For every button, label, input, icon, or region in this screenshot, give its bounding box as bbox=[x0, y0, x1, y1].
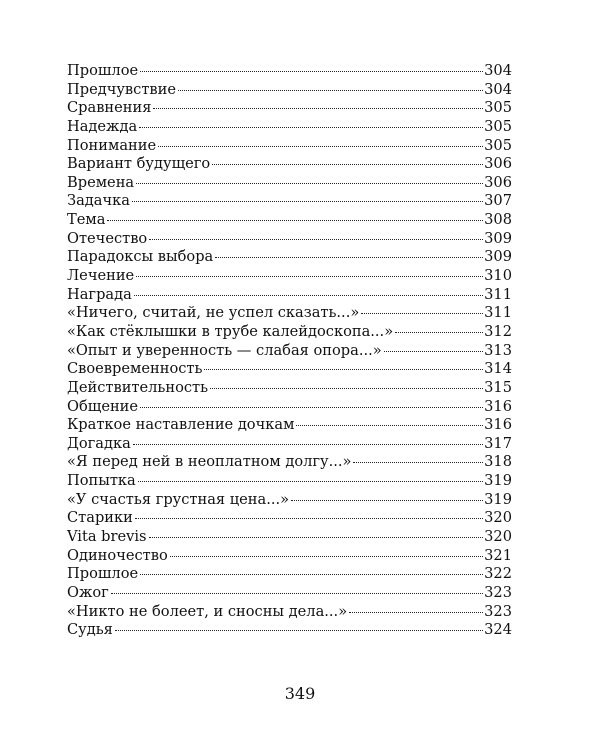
dot-leader bbox=[210, 388, 483, 389]
table-of-contents bbox=[67, 62, 512, 640]
toc-entry bbox=[67, 192, 512, 211]
toc-entry-page: 320 bbox=[484, 509, 512, 527]
toc-entry-page: 318 bbox=[484, 453, 512, 471]
toc-entry-page: 319 bbox=[484, 472, 512, 490]
dot-leader bbox=[170, 556, 483, 557]
toc-entry-page: 304 bbox=[484, 80, 512, 98]
page-number: 349 bbox=[284, 684, 316, 703]
toc-entry-title: Общение bbox=[67, 397, 139, 415]
toc-entry-page: 309 bbox=[484, 229, 512, 247]
dot-leader bbox=[140, 574, 483, 575]
dot-leader bbox=[138, 481, 483, 482]
toc-entry-title: Ожог bbox=[67, 583, 109, 601]
toc-entry-title: «У счастья грустная цена...» bbox=[67, 490, 290, 508]
toc-entry-title: «Опыт и уверенность — слабая опора...» bbox=[67, 341, 382, 359]
dot-leader bbox=[115, 630, 483, 631]
toc-entry-title: Времена bbox=[67, 173, 135, 191]
toc-entry bbox=[67, 286, 512, 305]
toc-entry-page: 321 bbox=[484, 546, 512, 564]
dot-leader bbox=[158, 146, 483, 147]
dot-leader bbox=[215, 257, 483, 258]
toc-entry bbox=[67, 379, 512, 398]
dot-leader bbox=[133, 444, 483, 445]
dot-leader bbox=[111, 593, 483, 594]
toc-entry bbox=[67, 230, 512, 249]
toc-entry-page: 307 bbox=[484, 192, 512, 210]
toc-entry-page: 319 bbox=[484, 490, 512, 508]
toc-entry bbox=[67, 174, 512, 193]
toc-entry bbox=[67, 62, 512, 81]
dot-leader bbox=[349, 612, 483, 613]
toc-entry-page: 320 bbox=[484, 528, 512, 546]
toc-entry-title: Понимание bbox=[67, 136, 157, 154]
dot-leader bbox=[139, 127, 483, 128]
toc-entry-page: 316 bbox=[484, 397, 512, 415]
toc-entry-title: Прошлое bbox=[67, 565, 139, 583]
toc-entry bbox=[67, 248, 512, 267]
toc-entry bbox=[67, 81, 512, 100]
toc-entry-title: Награда bbox=[67, 285, 132, 303]
toc-entry-page: 305 bbox=[484, 117, 512, 135]
toc-entry-title: Своевременность bbox=[67, 360, 203, 378]
toc-entry-title: «Я перед ней в неоплатном долгу...» bbox=[67, 453, 352, 471]
toc-entry bbox=[67, 211, 512, 230]
toc-entry bbox=[67, 323, 512, 342]
toc-entry bbox=[67, 118, 512, 137]
toc-entry-title: Действительность bbox=[67, 378, 209, 396]
toc-entry bbox=[67, 584, 512, 603]
toc-entry bbox=[67, 491, 512, 510]
toc-entry-page: 323 bbox=[484, 602, 512, 620]
dot-leader bbox=[140, 407, 483, 408]
toc-entry bbox=[67, 603, 512, 622]
dot-leader bbox=[153, 108, 483, 109]
dot-leader bbox=[140, 71, 483, 72]
toc-entry-page: 311 bbox=[484, 304, 512, 322]
toc-entry bbox=[67, 99, 512, 118]
toc-entry bbox=[67, 435, 512, 454]
toc-entry bbox=[67, 472, 512, 491]
toc-entry-title: Надежда bbox=[67, 117, 138, 135]
toc-entry bbox=[67, 565, 512, 584]
toc-entry-page: 314 bbox=[484, 360, 512, 378]
toc-entry-page: 305 bbox=[484, 136, 512, 154]
toc-entry-page: 304 bbox=[484, 62, 512, 79]
toc-entry-page: 311 bbox=[484, 285, 512, 303]
toc-entry bbox=[67, 547, 512, 566]
toc-entry-title: Старики bbox=[67, 509, 133, 527]
toc-entry bbox=[67, 304, 512, 323]
toc-entry-title: Одиночество bbox=[67, 546, 168, 564]
toc-entry-page: 305 bbox=[484, 99, 512, 117]
dot-leader bbox=[204, 369, 483, 370]
toc-entry-title: Прошлое bbox=[67, 62, 139, 79]
toc-entry-title: Парадоксы выбора bbox=[67, 248, 214, 266]
toc-entry-title: Догадка bbox=[67, 434, 131, 452]
dot-leader bbox=[296, 425, 483, 426]
dot-leader bbox=[178, 90, 483, 91]
toc-entry bbox=[67, 416, 512, 435]
dot-leader bbox=[149, 537, 484, 538]
toc-entry-title: «Никто не болеет, и сносны дела...» bbox=[67, 602, 348, 620]
toc-entry bbox=[67, 360, 512, 379]
dot-leader bbox=[361, 313, 483, 314]
toc-entry-page: 312 bbox=[484, 322, 512, 340]
toc-entry-title: Вариант будущего bbox=[67, 155, 211, 173]
toc-entry-title: Лечение bbox=[67, 267, 135, 285]
toc-entry-title: Vita brevis bbox=[67, 528, 147, 546]
toc-entry-page: 317 bbox=[484, 434, 512, 452]
toc-entry-page: 308 bbox=[484, 211, 512, 229]
toc-entry-page: 313 bbox=[484, 341, 512, 359]
toc-entry-title: Отечество bbox=[67, 229, 148, 247]
toc-entry bbox=[67, 528, 512, 547]
toc-entry-title: «Ничего, считай, не успел сказать...» bbox=[67, 304, 360, 322]
toc-entry-page: 306 bbox=[484, 173, 512, 191]
dot-leader bbox=[353, 462, 483, 463]
toc-entry bbox=[67, 509, 512, 528]
toc-entry bbox=[67, 267, 512, 286]
dot-leader bbox=[212, 164, 483, 165]
dot-leader bbox=[395, 332, 483, 333]
dot-leader bbox=[149, 239, 483, 240]
dot-leader bbox=[136, 183, 483, 184]
dot-leader bbox=[134, 295, 483, 296]
toc-entry bbox=[67, 342, 512, 361]
toc-entry-title: «Как стёклышки в трубе калейдоскопа...» bbox=[67, 322, 394, 340]
toc-entry-page: 306 bbox=[484, 155, 512, 173]
dot-leader bbox=[135, 518, 483, 519]
toc-entry-title: Предчувствие bbox=[67, 80, 176, 98]
toc-entry bbox=[67, 453, 512, 472]
dot-leader bbox=[291, 500, 483, 501]
toc-entry-title: Сравнения bbox=[67, 99, 152, 117]
toc-entry-page: 309 bbox=[484, 248, 512, 266]
toc-entry-title: Краткое наставление дочкам bbox=[67, 416, 295, 434]
dot-leader bbox=[132, 201, 483, 202]
dot-leader bbox=[384, 351, 483, 352]
toc-entry-page: 315 bbox=[484, 378, 512, 396]
toc-entry-title: Тема bbox=[67, 211, 106, 229]
toc-entry-title: Попытка bbox=[67, 472, 136, 490]
toc-entry bbox=[67, 155, 512, 174]
toc-entry-title: Судья bbox=[67, 621, 113, 639]
toc-entry bbox=[67, 621, 512, 640]
toc-entry-page: 322 bbox=[484, 565, 512, 583]
toc-entry-title: Задачка bbox=[67, 192, 130, 210]
dot-leader bbox=[107, 220, 483, 221]
toc-entry-page: 316 bbox=[484, 416, 512, 434]
toc-entry-page: 310 bbox=[484, 267, 512, 285]
toc-entry-page: 324 bbox=[484, 621, 512, 639]
toc-entry bbox=[67, 398, 512, 417]
toc-entry-page: 323 bbox=[484, 583, 512, 601]
toc-entry bbox=[67, 137, 512, 156]
dot-leader bbox=[136, 276, 483, 277]
